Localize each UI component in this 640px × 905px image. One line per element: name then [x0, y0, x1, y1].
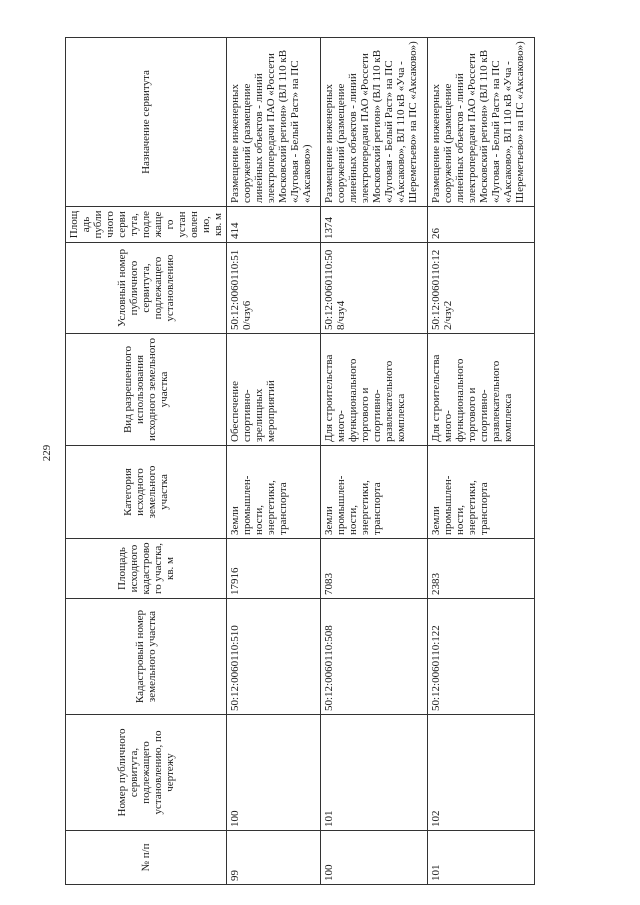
- cell-category: Земли промышлен-ности, энергетики, транспорта: [227, 446, 321, 539]
- header-source-area: Площадь исходного кадастрового участка, кв. м: [66, 539, 227, 599]
- cell-servitude-purpose: Размещение инженерных сооружений (размещение линейных объектов - линий электропередачи ПАО «Россети Московский регион» (ВЛ 110 кВ «Луговая - Белый Раст» на ПС «Аксаково»): [227, 38, 321, 207]
- cell-source-area: 7083: [321, 539, 428, 599]
- rotated-table-container: [65, 38, 535, 885]
- cell-category: Земли промышлен-ности, энергетики, транспорта: [428, 446, 535, 539]
- page-number: 229: [41, 444, 53, 462]
- header-servitude-number: Номер публичного сервитута, подлежащего установлению, по чертежу: [66, 715, 227, 831]
- header-conditional-number: Условный номер публичного сервитута, подлежащего установлению: [66, 243, 227, 334]
- cell-number: 99: [227, 831, 321, 885]
- cell-servitude-area: 26: [428, 207, 535, 243]
- cell-cadastral-number: 50:12:0060110:510: [227, 599, 321, 715]
- table-row: [227, 38, 321, 885]
- cell-servitude-area: 414: [227, 207, 321, 243]
- cell-source-area: 2383: [428, 539, 535, 599]
- header-servitude-area: Площадь публичного сервитута, подлежащего установлению, кв. м: [66, 207, 227, 243]
- header-servitude-purpose: Назначение сервитута: [66, 38, 227, 207]
- header-cadastral-number: Кадастровый номер земельного участка: [66, 599, 227, 715]
- cell-conditional-number: 50:12:0060110:510/чзу6: [227, 243, 321, 334]
- cell-servitude-number: 102: [428, 715, 535, 831]
- cell-cadastral-number: 50:12:0060110:122: [428, 599, 535, 715]
- cell-servitude-number: 101: [321, 715, 428, 831]
- header-permitted-use: Вид разрешенного использования исходного земельного участка: [66, 334, 227, 446]
- cell-servitude-purpose: Размещение инженерных сооружений (размещение линейных объектов - линий электропередачи ПАО «Россети Московский регион» (ВЛ 110 кВ «Луговая - Белый Раст» на ПС «Аксаково», ВЛ 110 кВ «Уча - Шереметьево» на ПС «Аксаково»): [321, 38, 428, 207]
- servitude-table: [65, 37, 535, 885]
- cell-cadastral-number: 50:12:0060110:508: [321, 599, 428, 715]
- cell-number: 100: [321, 831, 428, 885]
- cell-servitude-area: 1374: [321, 207, 428, 243]
- cell-conditional-number: 50:12:0060110:122/чзу2: [428, 243, 535, 334]
- header-number: № п/п: [66, 831, 227, 885]
- table-frame: [65, 38, 535, 885]
- cell-number: 101: [428, 831, 535, 885]
- cell-source-area: 17916: [227, 539, 321, 599]
- table-row: [428, 38, 535, 885]
- table-header-row: [66, 38, 227, 885]
- cell-permitted-use: Для строительства много-функционального торгового и спортивно-развлекательного комплекса: [321, 334, 428, 446]
- table-row: [321, 38, 428, 885]
- cell-conditional-number: 50:12:0060110:508/чзу4: [321, 243, 428, 334]
- cell-category: Земли промышлен-ности, энергетики, транспорта: [321, 446, 428, 539]
- cell-permitted-use: Обеспечение спортивно-зрелищных мероприятий: [227, 334, 321, 446]
- cell-servitude-purpose: Размещение инженерных сооружений (размещение линейных объектов - линий электропередачи ПАО «Россети Московский регион» (ВЛ 110 кВ «Луговая - Белый Раст» на ПС «Аксаково», ВЛ 110 кВ «Уча - Шереметьево» на ПС «Аксаково»): [428, 38, 535, 207]
- cell-permitted-use: Для строительства много-функционального торгового и спортивно-развлекательного комплекса: [428, 334, 535, 446]
- cell-servitude-number: 100: [227, 715, 321, 831]
- header-category: Категория исходного земельного участка: [66, 446, 227, 539]
